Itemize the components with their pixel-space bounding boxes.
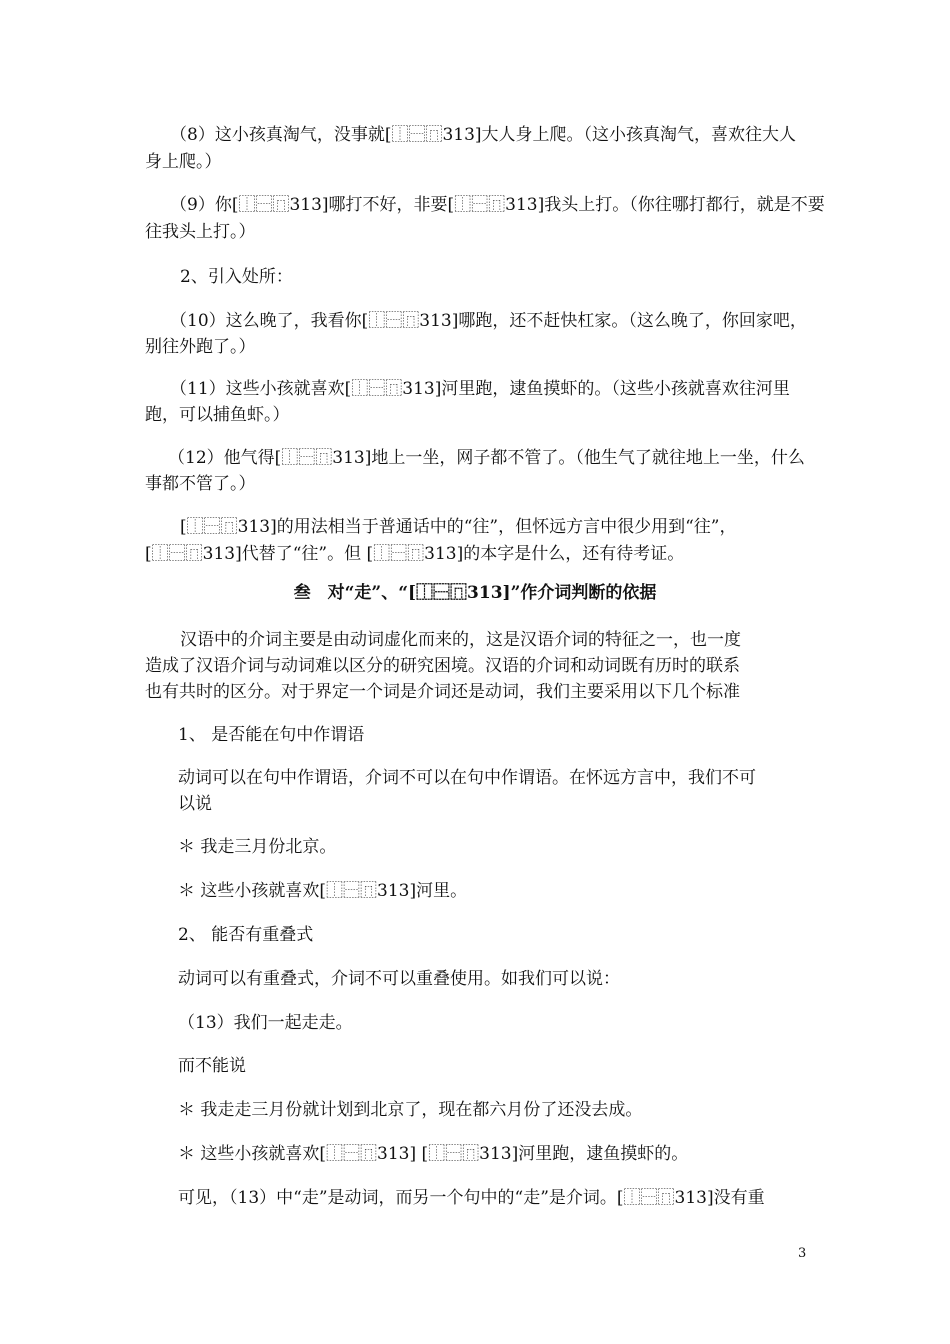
cannot-say-label: 而不能说 — [178, 1056, 246, 1076]
summary-line2: [⿰⿱⿵313]代替了“往”。但 [⿰⿱⿵313]的本字是什么，还有待考证。 — [145, 544, 685, 564]
summary-line1: [⿰⿱⿵313]的用法相当于普通话中的“往”，但怀远方言中很少用到“往”， — [180, 517, 737, 537]
criterion-2-heading: 2、 能否有重叠式 — [178, 925, 314, 945]
subheading-introduce-place: 2、引入处所： — [180, 267, 293, 287]
section-title: 叁 对“走”、“[⿰⿱⿵313]”作介词判断的依据 — [293, 583, 657, 603]
example-13: （13）我们一起走走。 — [178, 1013, 353, 1033]
example-8-line1: （8）这小孩真淘气，没事就[⿰⿱⿵313]大人身上爬。（这小孩真淘气，喜欢往大人 — [170, 125, 797, 145]
criterion-1-text-line1: 动词可以在句中作谓语，介词不可以在句中作谓语。在怀远方言中，我们不可 — [178, 768, 756, 788]
example-9-line2: 往我头上打。） — [145, 222, 256, 242]
example-12-line1: （12）他气得[⿰⿱⿵313]地上一坐，网子都不管了。（他生气了就往地上一坐，什么 — [168, 448, 805, 468]
page-number: 3 — [798, 1246, 807, 1261]
example-10-line1: （10）这么晚了，我看你[⿰⿱⿵313]哪跑，还不赶快杠家。（这么晚了，你回家吧， — [170, 311, 807, 331]
starred-example-1: ＊ 我走三月份北京。 — [178, 837, 337, 857]
criterion-1-text-line2: 以说 — [178, 794, 212, 814]
starred-example-2: ＊ 这些小孩就喜欢[⿰⿱⿵313]河里。 — [178, 881, 468, 901]
intro-line3: 也有共时的区分。对于界定一个词是介词还是动词，我们主要采用以下几个标准 — [145, 682, 740, 702]
starred-example-3: ＊ 我走走三月份就计划到北京了，现在都六月份了还没去成。 — [178, 1100, 643, 1120]
example-10-line2: 别往外跑了。） — [145, 337, 256, 357]
example-9-line1: （9）你[⿰⿱⿵313]哪打不好，非要[⿰⿱⿵313]我头上打。（你往哪打都行，就是不要 — [170, 195, 825, 215]
example-8-line2: 身上爬。） — [145, 152, 222, 172]
criterion-2-text: 动词可以有重叠式，介词不可以重叠使用。如我们可以说： — [178, 969, 620, 989]
intro-line1: 汉语中的介词主要是由动词虚化而来的，这是汉语介词的特征之一，也一度 — [180, 630, 741, 650]
example-12-line2: 事都不管了。） — [145, 474, 256, 494]
conclusion-line: 可见，（13）中“走”是动词，而另一个句中的“走”是介词。[⿰⿱⿵313]没有重 — [178, 1188, 765, 1208]
starred-example-4: ＊ 这些小孩就喜欢[⿰⿱⿵313] [⿰⿱⿵313]河里跑，逮鱼摸虾的。 — [178, 1144, 689, 1164]
example-11-line2: 跑，可以捕鱼虾。） — [145, 405, 290, 425]
example-11-line1: （11）这些小孩就喜欢[⿰⿱⿵313]河里跑，逮鱼摸虾的。（这些小孩就喜欢往河里 — [170, 379, 790, 399]
criterion-1-heading: 1、 是否能在句中作谓语 — [178, 725, 365, 745]
intro-line2: 造成了汉语介词与动词难以区分的研究困境。汉语的介词和动词既有历时的联系 — [145, 656, 740, 676]
